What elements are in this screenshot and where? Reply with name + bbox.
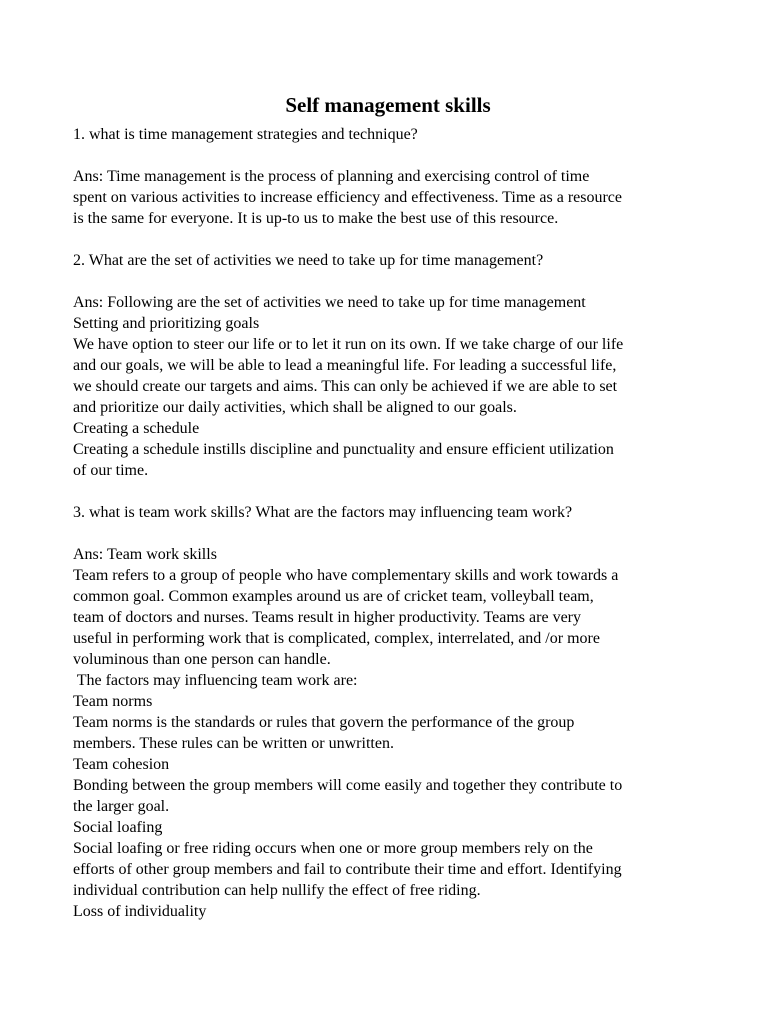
text-line: The factors may influencing team work are: bbox=[73, 672, 358, 689]
text-line: Team cohesion bbox=[73, 756, 170, 773]
text-line: team of doctors and nurses. Teams result in higher productivity. Teams are very bbox=[73, 609, 581, 626]
text-line: individual contribution can help nullify the effect of free riding. bbox=[73, 882, 481, 899]
text-line: is the same for everyone. It is up-to us to make the best use of this resource. bbox=[73, 210, 559, 227]
text-line: Creating a schedule bbox=[73, 420, 200, 437]
document-body bbox=[73, 124, 703, 922]
text-line: Team norms is the standards or rules that govern the performance of the group bbox=[73, 714, 575, 731]
text-line: Bonding between the group members will come easily and together they contribute to bbox=[73, 777, 623, 794]
text-line: Social loafing or free riding occurs when one or more group members rely on the bbox=[73, 840, 593, 857]
blank-line bbox=[73, 271, 703, 292]
text-line: We have option to steer our life or to let it run on its own. If we take charge of our life bbox=[73, 336, 624, 353]
text-line: members. These rules can be written or unwritten. bbox=[73, 735, 394, 752]
text-line: Ans: Time management is the process of planning and exercising control of time bbox=[73, 168, 590, 185]
blank-line bbox=[73, 145, 703, 166]
text-line: Creating a schedule instills discipline and punctuality and ensure efficient utilization bbox=[73, 441, 614, 458]
text-line: common goal. Common examples around us are of cricket team, volleyball team, bbox=[73, 588, 594, 605]
text-line: Setting and prioritizing goals bbox=[73, 315, 260, 332]
text-line: voluminous than one person can handle. bbox=[73, 651, 331, 668]
text-line: we should create our targets and aims. This can only be achieved if we are able to set bbox=[73, 378, 618, 395]
blank-line bbox=[73, 481, 703, 502]
text-line: Team norms bbox=[73, 693, 153, 710]
text-line: Social loafing bbox=[73, 819, 163, 836]
text-line: and our goals, we will be able to lead a meaningful life. For leading a successful life, bbox=[73, 357, 617, 374]
text-line: Loss of individuality bbox=[73, 903, 207, 920]
text-line: and prioritize our daily activities, which shall be aligned to our goals. bbox=[73, 399, 517, 416]
text-line: the larger goal. bbox=[73, 798, 170, 815]
text-line: Team refers to a group of people who have complementary skills and work towards a bbox=[73, 567, 619, 584]
text-line: useful in performing work that is complicated, complex, interrelated, and /or more bbox=[73, 630, 600, 647]
text-line: Ans: Following are the set of activities we need to take up for time management bbox=[73, 294, 586, 311]
blank-line bbox=[73, 229, 703, 250]
text-line: 1. what is time management strategies and technique? bbox=[73, 126, 418, 143]
text-line: of our time. bbox=[73, 462, 149, 479]
text-line: Ans: Team work skills bbox=[73, 546, 217, 563]
text-line: spent on various activities to increase efficiency and effectiveness. Time as a resource bbox=[73, 189, 622, 206]
document-page bbox=[73, 90, 703, 922]
blank-line bbox=[73, 523, 703, 544]
document-title: Self management skills bbox=[285, 93, 491, 117]
text-line: 2. What are the set of activities we need to take up for time management? bbox=[73, 252, 544, 269]
text-line: 3. what is team work skills? What are the factors may influencing team work? bbox=[73, 504, 573, 521]
text-line: efforts of other group members and fail to contribute their time and effort. Identifying bbox=[73, 861, 622, 878]
